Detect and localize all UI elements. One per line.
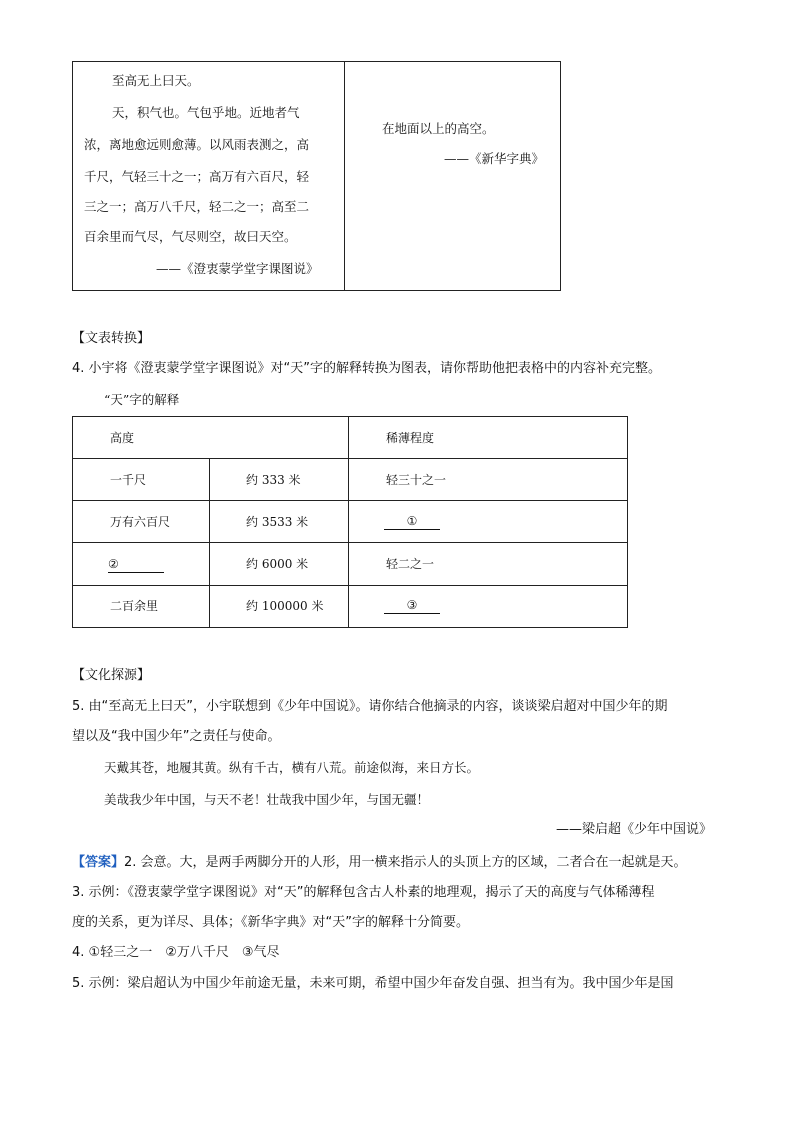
source-left-line-5: 三之一；高万八千尺，轻二之一；高至二: [84, 199, 310, 214]
table-cell-meters: 约 6000 米: [246, 557, 309, 571]
question-5-line-1: 5. 由“至高无上曰天”，小宇联想到《少年中国说》。请你结合他摘录的内容，谈谈梁启超对中国少年的期: [72, 699, 668, 714]
blank-3[interactable]: ③: [384, 597, 440, 614]
section-heading-culture: 【文化探源】: [72, 668, 151, 683]
table-cell-meters: 约 100000 米: [246, 599, 324, 613]
table-rule: [72, 458, 628, 459]
source-table-divider: [344, 61, 345, 291]
source-right-text: 在地面以上的高空。: [382, 121, 495, 136]
table-header-height: 高度: [110, 431, 135, 445]
source-left-line-4: 千尺，气轻三十之一；高万有六百尺，轻: [84, 169, 310, 184]
source-left-line-3: 浓，离地愈远则愈薄。以风雨表测之，高: [84, 137, 310, 152]
answer-3-line-1: 3. 示例：《澄衷蒙学堂字课图说》对“天”的解释包含古人朴素的地理观，揭示了天的高度与气体稀薄程: [72, 885, 655, 900]
table-cell-meters: 约 333 米: [246, 473, 301, 487]
source-left-line-6: 百余里而气尽，气尽则空，故曰天空。: [84, 229, 297, 244]
table-cell-thinness: 轻二之一: [386, 557, 435, 571]
source-left-line-1: 至高无上曰天。: [112, 73, 200, 88]
section-heading-table-conversion: 【文表转换】: [72, 331, 151, 346]
table-rule: [209, 458, 210, 628]
quote-line-2: 美哉我少年中国，与天不老！壮哉我中国少年，与国无疆！: [104, 792, 430, 807]
table-rule: [72, 542, 628, 543]
source-right-citation: ——《新华字典》: [444, 151, 545, 166]
answer-tag: 【答案】: [72, 855, 125, 870]
table-cell-meters: 约 3533 米: [246, 515, 309, 529]
table-cell-height: 一千尺: [110, 473, 147, 487]
answer-5: 5. 示例：梁启超认为中国少年前途无量，未来可期，希望中国少年奋发自强、担当有为。我中国少年是国: [72, 976, 674, 991]
table-rule: [72, 585, 628, 586]
blank-2[interactable]: ②: [108, 556, 164, 573]
answer-2: 【答案】2. 会意。大，是两手两脚分开的人形，用一横来指示人的头顶上方的区域，二者合在一起就是天。: [72, 855, 687, 870]
table-cell-thinness: 轻三十之一: [386, 473, 447, 487]
table-cell-height: 二百余里: [110, 599, 159, 613]
source-left-citation: ——《澄衷蒙学堂字课图说》: [156, 261, 319, 276]
quote-line-1: 天戴其苍，地履其黄。纵有千古，横有八荒。前途似海，来日方长。: [104, 760, 480, 775]
table-caption: “天”字的解释: [104, 392, 180, 407]
question-5-line-2: 望以及“我中国少年”之责任与使命。: [72, 729, 281, 744]
answer-4: 4. ①轻三之一 ②万八千尺 ③气尽: [72, 945, 280, 960]
question-4: 4. 小宇将《澄衷蒙学堂字课图说》对“天”字的解释转换为图表，请你帮助他把表格中的内容补充完整。: [72, 361, 662, 376]
table-cell-height: 万有六百尺: [110, 515, 171, 529]
blank-1[interactable]: ①: [384, 513, 440, 530]
source-left-line-2: 天，积气也。气包乎地。近地者气: [112, 105, 300, 120]
answer-3-line-2: 度的关系，更为详尽、具体；《新华字典》对“天”字的解释十分简要。: [72, 915, 469, 930]
table-rule: [348, 416, 349, 628]
quote-citation: ——梁启超《少年中国说》: [556, 822, 713, 837]
table-header-thinness: 稀薄程度: [386, 431, 435, 445]
table-rule: [72, 500, 628, 501]
